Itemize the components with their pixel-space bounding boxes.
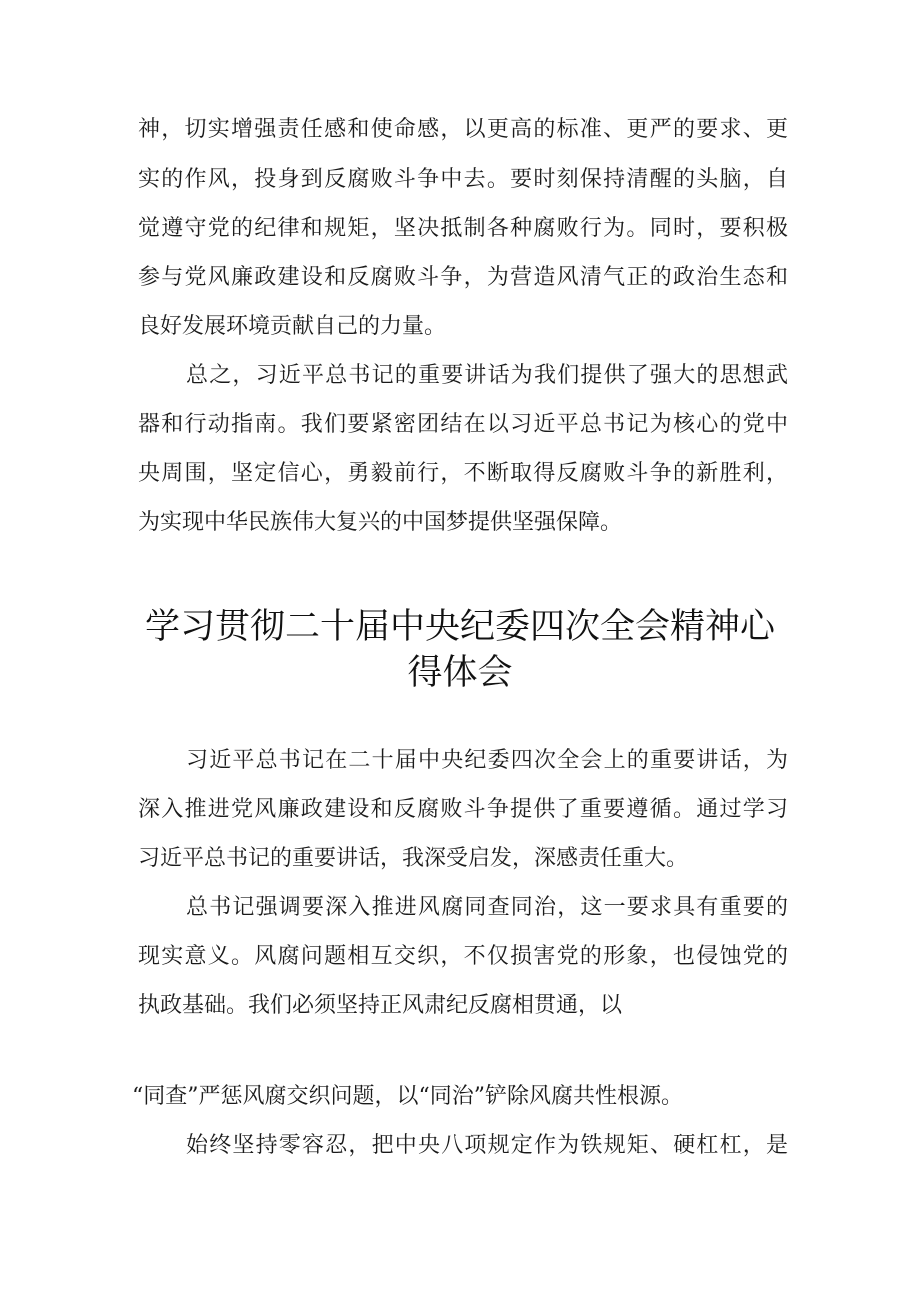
text-line: 习近平总书记的重要讲话，我深受启发，深感责任重大。 (138, 846, 689, 871)
text-line: 总之，习近平总书记的重要讲话为我们提供了强大的思想武 (186, 363, 788, 388)
text-line: 参与党风廉政建设和反腐败斗争，为营造风清气正的政治生态和 (138, 265, 788, 290)
text-line: 执政基础。我们必须坚持正风肃纪反腐相贯通，以 (138, 993, 623, 1018)
text-line: 实的作风，投身到反腐败斗争中去。要时刻保持清醒的头脑，自 (138, 167, 788, 192)
text-line: 觉遵守党的纪律和规矩，坚决抵制各种腐败行为。同时，要积极 (138, 216, 788, 241)
text-line: 现实意义。风腐问题相互交织，不仅损害党的形象，也侵蚀党的 (138, 944, 788, 969)
text-line: 央周围，坚定信心，勇毅前行，不断取得反腐败斗争的新胜利， (138, 461, 788, 486)
title-line-2: 得体会 (407, 653, 513, 693)
text-line: 神，切实增强责任感和使命感，以更高的标准、更严的要求、更 (138, 117, 788, 142)
text-line: 良好发展环境贡献自己的力量。 (138, 314, 447, 339)
text-line: 器和行动指南。我们要紧密团结在以习近平总书记为核心的党中 (138, 412, 788, 437)
text-line: 深入推进党风廉政建设和反腐败斗争提供了重要遵循。通过学习 (138, 797, 788, 822)
text-line: “同查”严惩风腐交织问题，以“同治”铲除风腐共性根源。 (132, 1084, 683, 1109)
title-line-1: 学习贯彻二十届中央纪委四次全会精神心 (144, 607, 775, 647)
text-line: 始终坚持零容忍，把中央八项规定作为铁规矩、硬杠杠，是 (186, 1133, 788, 1158)
text-line: 习近平总书记在二十届中央纪委四次全会上的重要讲话，为 (186, 748, 788, 773)
text-line: 为实现中华民族伟大复兴的中国梦提供坚强保障。 (138, 510, 623, 535)
text-line: 总书记强调要深入推进风腐同查同治，这一要求具有重要的 (186, 895, 788, 920)
